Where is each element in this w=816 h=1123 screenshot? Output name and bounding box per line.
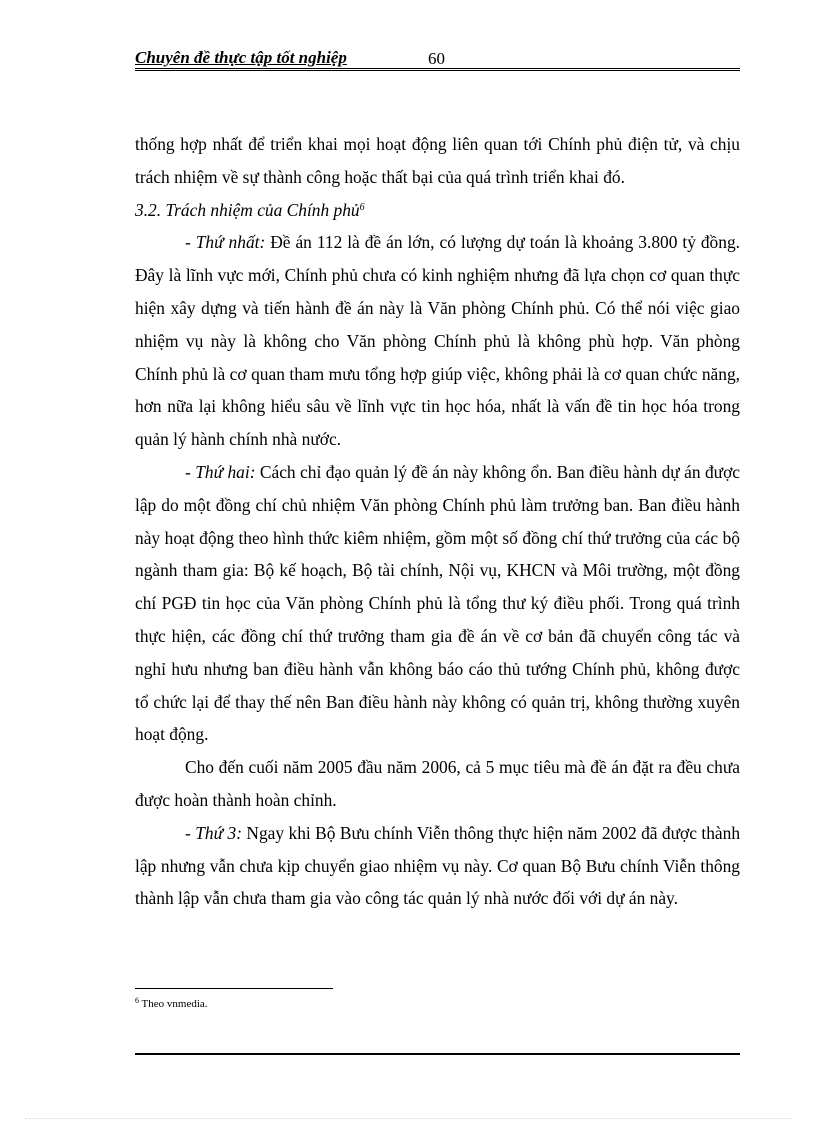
paragraph-second-point xyxy=(135,456,740,751)
paragraph-continuation: thống hợp nhất để triển khai mọi hoạt động liên quan tới Chính phủ điện tử, và chịu trách nhiệm về sự thành công hoặc thất bại của quá trình triển khai đó. xyxy=(135,134,740,187)
paragraph-first-point xyxy=(135,226,740,456)
paragraph-third-point xyxy=(135,817,740,915)
footnote-separator xyxy=(135,988,333,989)
document-body xyxy=(135,128,740,915)
page-edge xyxy=(25,1118,791,1119)
paragraph-lead: - Thứ hai: xyxy=(185,461,256,482)
section-heading-text: 3.2. Trách nhiệm của Chính phủ xyxy=(135,199,360,220)
footer-rule xyxy=(135,1053,740,1055)
footnote-reference: 6 xyxy=(359,201,365,213)
paragraph-text: Cách chỉ đạo quản lý đề án này không ổn. Ban điều hành dự án được lập do một đồng chí chủ nhiệm Văn phòng Chính phủ làm trưởng ban. Ban điều hành này hoạt động theo hình thức kiêm nhiệm, gồm một số đồng chí thứ trưởng của các bộ ngành tham gia: Bộ kế hoạch, Bộ tài chính, Nội vụ, KHCN và Môi trường, một đồng chí PGĐ tin học của Văn phòng Chính phủ là tổng thư ký điều phối. Trong quá trình thực hiện, các đồng chí thứ trưởng tham gia đề án về cơ bản đã chuyển công tác và nghỉ hưu nhưng ban điều hành vẫn không báo cáo thủ tướng Chính phủ, không được tổ chức lại để thay thế nên Ban điều hành này không có quản trị, không thường xuyên hoạt động. xyxy=(135,461,740,745)
paragraph-lead: - Thứ 3: xyxy=(185,822,242,843)
header-rule-double xyxy=(135,70,740,71)
document-title: Chuyên đề thực tập tốt nghiệp xyxy=(135,48,347,67)
header-rule xyxy=(135,68,740,69)
page-header xyxy=(135,48,740,70)
footnote-number: 6 xyxy=(135,996,139,1005)
paragraph-lead: - Thứ nhất: xyxy=(185,232,266,253)
paragraph-text: Ngay khi Bộ Bưu chính Viễn thông thực hiện năm 2002 đã được thành lập nhưng vẫn chưa kịp chuyển giao nhiệm vụ này. Cơ quan Bộ Bưu chính Viễn thông thành lập vẫn chưa tham gia vào công tác quản lý nhà nước đối với dự án này. xyxy=(135,822,741,909)
footnote-text: Theo vnmedia. xyxy=(139,998,208,1010)
page-number: 60 xyxy=(428,49,445,68)
footnote xyxy=(135,998,208,1010)
paragraph-status: Cho đến cuối năm 2005 đầu năm 2006, cả 5 mục tiêu mà đề án đặt ra đều chưa được hoàn thành hoàn chỉnh. xyxy=(135,757,740,810)
paragraph-text: Đề án 112 là đề án lớn, có lượng dự toán là khoảng 3.800 tỷ đồng. Đây là lĩnh vực mới, Chính phủ chưa có kinh nghiệm nhưng đã lựa chọn cơ quan thực hiện xây dựng và tiến hành đề án này là Văn phòng Chính phủ. Có thể nói việc giao nhiệm vụ này là không cho Văn phòng Chính phủ là không phù hợp. Văn phòng Chính phủ là cơ quan tham mưu tổng hợp giúp việc, không phải là cơ quan chức năng, hơn nữa lại không hiểu sâu về lĩnh vực tin học hóa, nhất là vấn đề tin học hóa trong quản lý hành chính nhà nước. xyxy=(135,232,740,450)
section-heading xyxy=(135,194,740,227)
